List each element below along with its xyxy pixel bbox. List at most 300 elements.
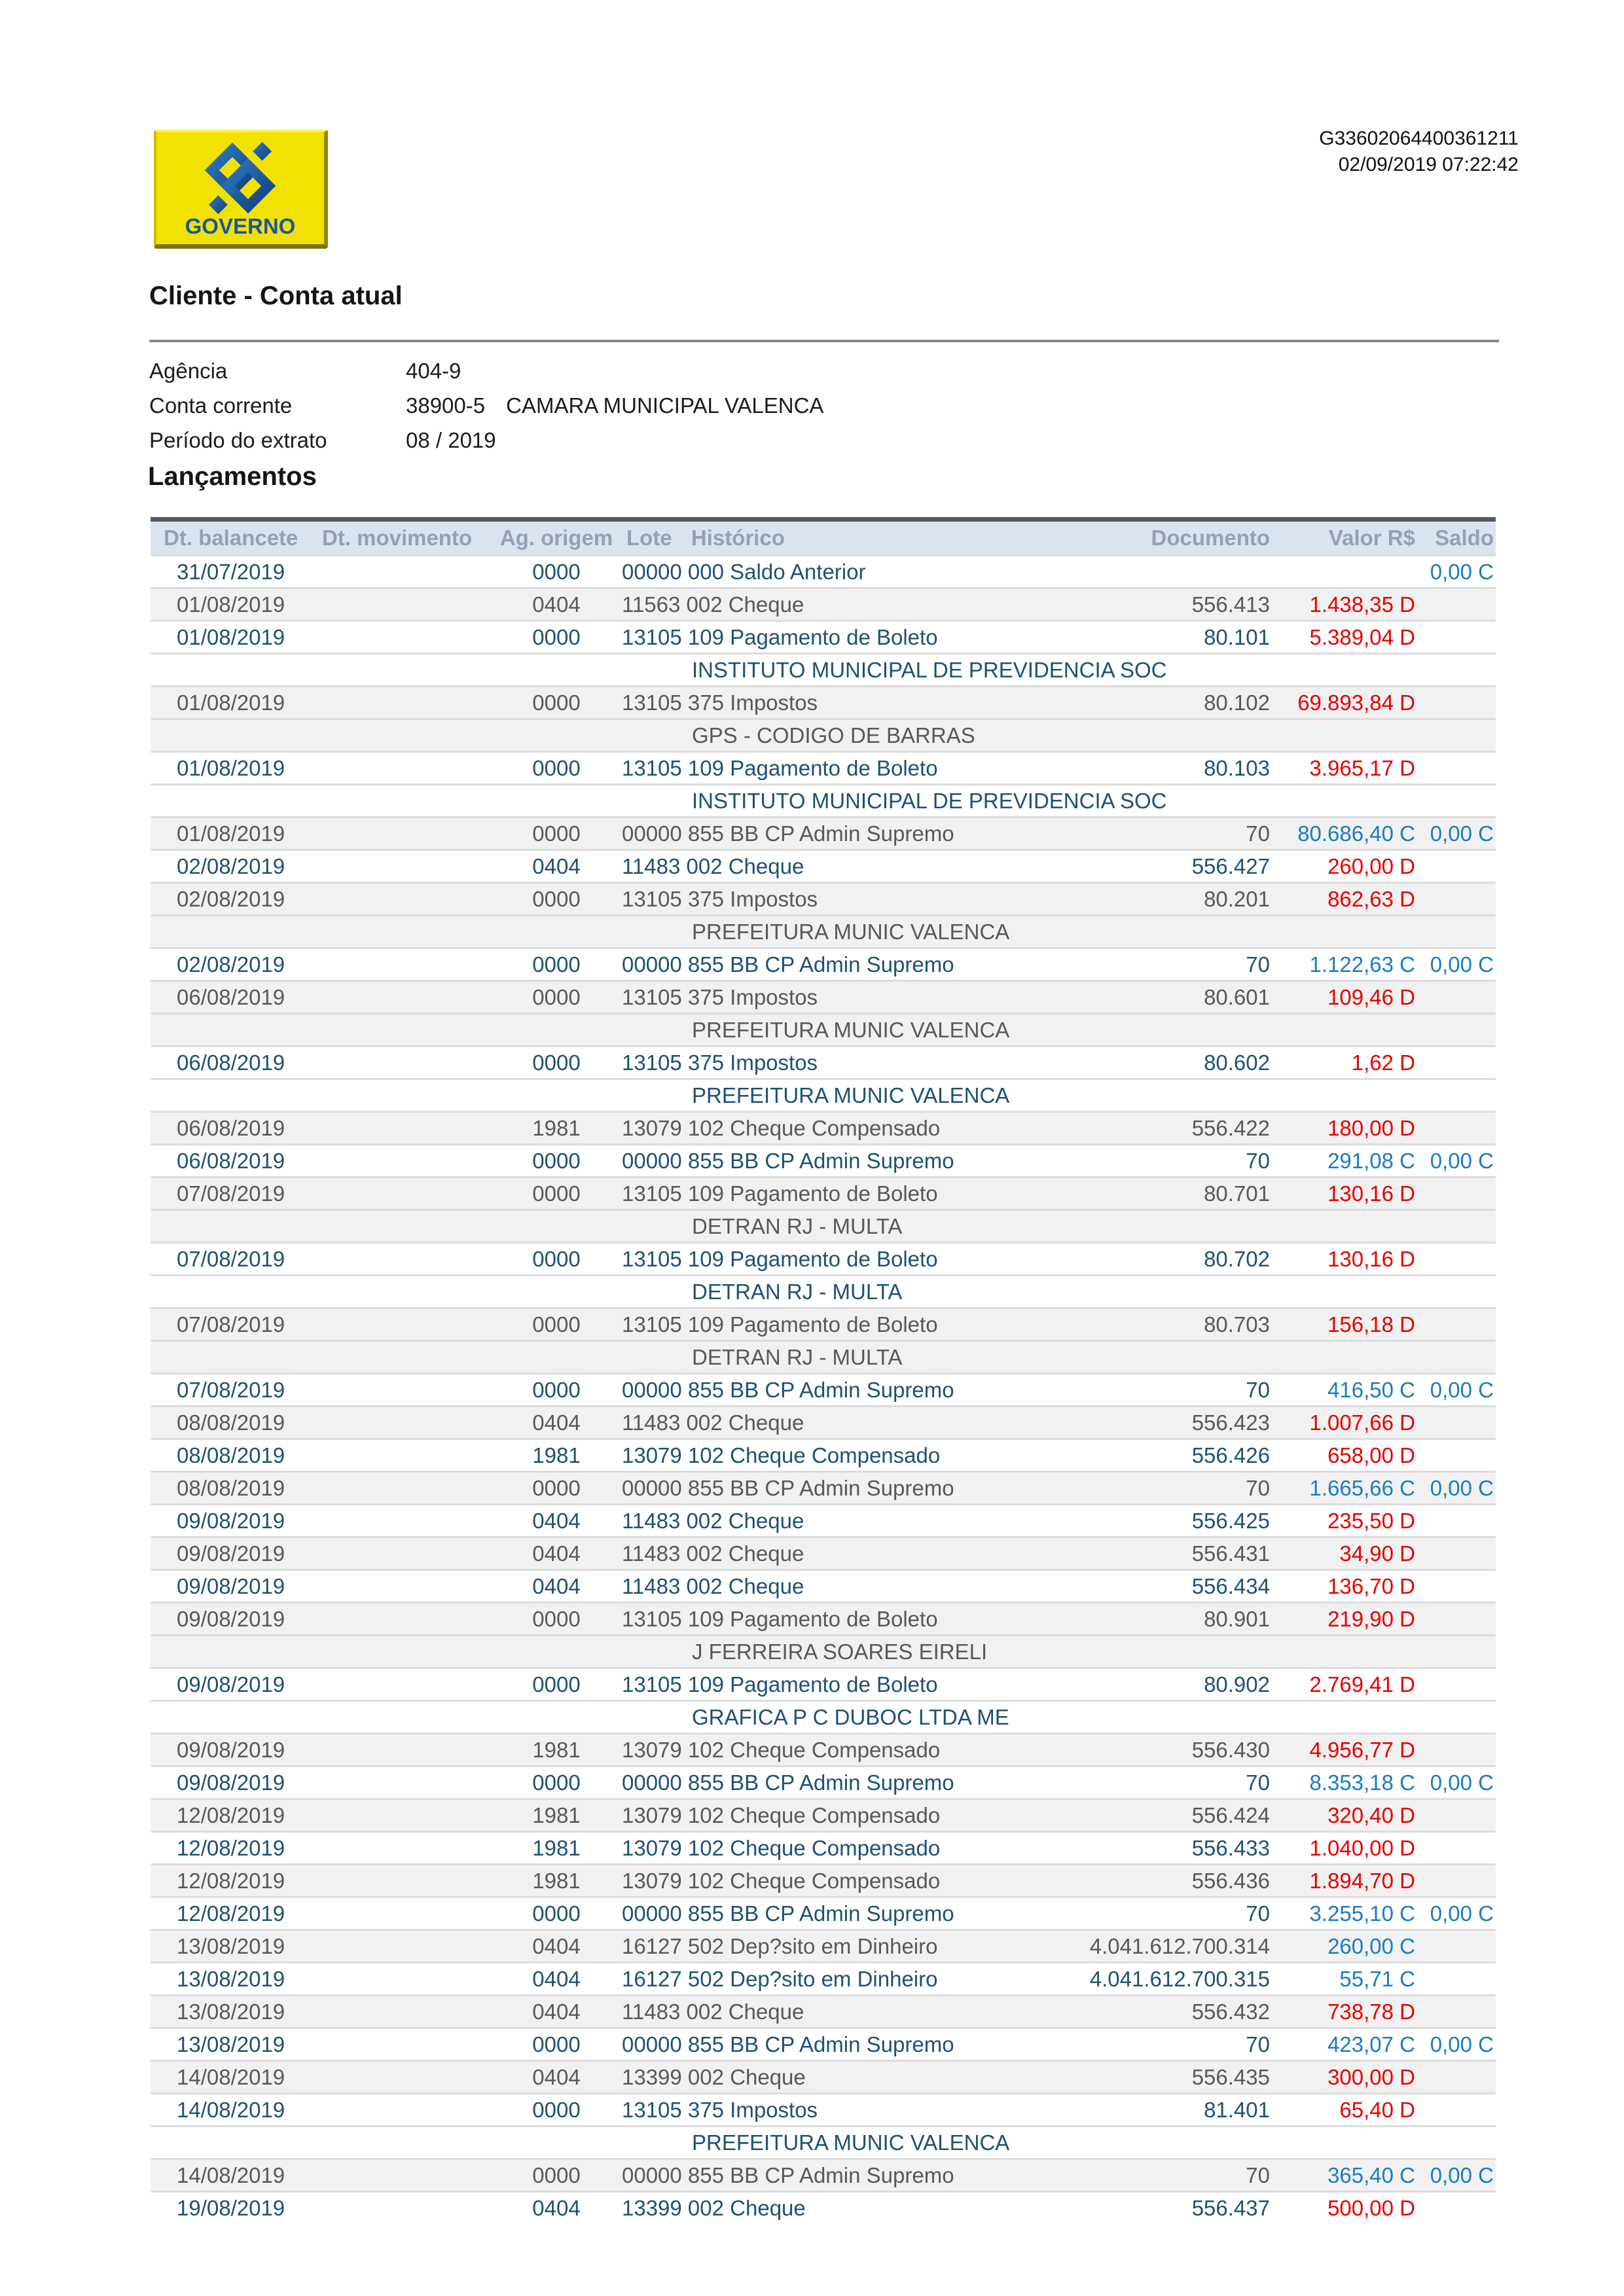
cell-dt-movimento [314,1244,491,1274]
valor-amount: 80.686,40 C [1297,821,1415,846]
cell-valor [1273,884,1417,914]
col-header-dt-movimento: Dt. movimento [322,526,473,550]
cell-lote-historico: 13399 002 Cheque [622,2196,806,2220]
cell-valor [1273,2062,1417,2092]
historico-detail: INSTITUTO MUNICIPAL DE PREVIDENCIA SOC [692,789,1167,813]
table-row [151,1994,1496,2027]
cell-dt-balancete: 13/08/2019 [177,1967,285,1991]
cell-valor [1273,622,1417,653]
cell-valor [1273,1473,1417,1503]
cell-valor [1273,1178,1417,1209]
saldo-amount: 0,00 C [1430,1149,1494,1173]
cell-dt-movimento [314,1113,491,1143]
cell-dt-movimento [314,1047,491,1078]
col-header-ag-origem: Ag. origem [499,526,613,550]
cell-documento: 556.413 [1191,592,1270,617]
cell-lote-historico: 13105 375 Impostos [622,2098,818,2122]
cell-dt-balancete: 31/07/2019 [177,560,285,584]
col-header-lote: Lote [626,526,672,550]
cell-dt-balancete: 02/08/2019 [177,854,285,878]
cell-dt-movimento [314,851,491,882]
cell-documento: 80.702 [1204,1247,1270,1271]
cell-documento: 70 [1246,1476,1270,1500]
cell-valor [1273,1244,1417,1274]
table-detail-row [151,1634,1496,1667]
cell-ag-origem: 1981 [532,1443,581,1467]
cell-dt-balancete: 01/08/2019 [177,691,285,715]
agencia-value: 404-9 [406,359,461,383]
account-row-periodo [149,423,823,457]
cell-saldo [1417,1374,1496,1405]
cell-dt-balancete: 19/08/2019 [177,2196,285,2220]
cell-dt-movimento [314,589,491,620]
valor-amount: 130,16 D [1327,1247,1415,1271]
cell-dt-balancete: 13/08/2019 [177,1934,285,1958]
cell-dt-movimento [314,1538,491,1569]
cell-lote-historico: 11483 002 Cheque [622,1574,804,1598]
table-row [151,1929,1496,1962]
cell-lote-historico: 00000 855 BB CP Admin Supremo [622,2163,954,2187]
saldo-amount: 0,00 C [1430,1378,1494,1402]
cell-dt-balancete: 06/08/2019 [177,1116,285,1140]
cell-ag-origem: 0404 [532,1967,581,1991]
cell-lote-historico: 11483 002 Cheque [622,1541,804,1566]
cell-lote-historico: 13105 109 Pagamento de Boleto [622,625,938,649]
cell-ag-origem: 1981 [532,1738,581,1762]
lancamentos-table [151,517,1496,2223]
cell-dt-balancete: 13/08/2019 [177,2032,285,2056]
cell-lote-historico: 13105 109 Pagamento de Boleto [622,1247,938,1271]
cell-saldo [1417,1309,1496,1340]
table-row [151,1536,1496,1569]
col-header-lote-historico [622,522,1077,554]
cell-documento: 80.902 [1204,1672,1270,1696]
table-header-row [151,522,1496,554]
table-row [151,1471,1496,1503]
cell-dt-balancete: 07/08/2019 [177,1247,285,1271]
cell-lote-historico: 13079 102 Cheque Compensado [622,1836,941,1860]
cell-valor [1273,1440,1417,1471]
valor-amount: 320,40 D [1327,1803,1415,1827]
valor-amount: 69.893,84 D [1297,691,1415,715]
cell-documento: 80.901 [1204,1607,1270,1631]
periodo-label: Período do extrato [149,428,327,452]
cell-dt-movimento [314,1669,491,1700]
cell-documento: 556.434 [1191,1574,1270,1598]
table-row [151,2060,1496,2092]
cell-saldo [1417,753,1496,783]
cell-dt-balancete: 09/08/2019 [177,1574,285,1598]
cell-valor [1273,1833,1417,1863]
cell-documento: 80.601 [1204,985,1270,1009]
historico-detail: PREFEITURA MUNIC VALENCA [692,2130,1010,2155]
cell-valor [1273,1309,1417,1340]
table-detail-row [151,783,1496,816]
valor-amount: 291,08 C [1327,1149,1415,1173]
cell-ag-origem: 0000 [532,952,581,977]
cell-valor [1273,1931,1417,1962]
cell-dt-balancete: 07/08/2019 [177,1181,285,1206]
cell-documento: 80.103 [1204,756,1270,780]
cell-ag-origem: 0000 [532,625,581,649]
cell-dt-balancete: 09/08/2019 [177,1738,285,1762]
cell-documento: 556.436 [1191,1869,1270,1893]
document-timestamp: 02/09/2019 07:22:42 [1338,154,1519,175]
cell-saldo [1417,1767,1496,1798]
page-title: Cliente - Conta atual [149,281,403,310]
table-row [151,751,1496,783]
cell-dt-balancete: 01/08/2019 [177,625,285,649]
cell-dt-balancete: 01/08/2019 [177,756,285,780]
cell-dt-movimento [314,1833,491,1863]
cell-lote-historico: 00000 000 Saldo Anterior [622,560,866,584]
agencia-label: Agência [149,359,228,383]
cell-ag-origem: 0000 [532,985,581,1009]
valor-amount: 1.665,66 C [1309,1476,1415,1500]
cell-saldo [1417,884,1496,914]
cell-ag-origem: 0404 [532,1934,581,1958]
historico-detail: DETRAN RJ - MULTA [692,1345,903,1369]
cell-ag-origem: 0000 [532,1770,581,1795]
cell-saldo [1417,1898,1496,1929]
cell-lote-historico: 11483 002 Cheque [622,2000,804,2024]
cell-ag-origem: 1981 [532,1803,581,1827]
cell-dt-balancete: 09/08/2019 [177,1672,285,1696]
table-row [151,849,1496,882]
cell-dt-movimento [314,1931,491,1962]
historico-detail: DETRAN RJ - MULTA [692,1280,903,1304]
cell-saldo [1417,1440,1496,1471]
cell-documento: 81.401 [1204,2098,1270,2122]
cell-lote-historico: 13079 102 Cheque Compensado [622,1116,941,1140]
valor-amount: 738,78 D [1327,2000,1415,2024]
cell-dt-balancete: 02/08/2019 [177,952,285,977]
col-header-valor: Valor R$ [1328,526,1415,550]
cell-valor [1273,1898,1417,1929]
cell-documento: 70 [1246,1378,1270,1402]
periodo-value: 08 / 2019 [406,428,496,452]
table-detail-row [151,914,1496,947]
cell-documento: 70 [1246,1149,1270,1173]
table-row [151,554,1496,587]
cell-ag-origem: 0000 [532,1050,581,1075]
lancamentos-title: Lançamentos [148,462,317,491]
table-row [151,947,1496,980]
table-row [151,1438,1496,1471]
cell-dt-balancete: 12/08/2019 [177,1901,285,1926]
cell-dt-movimento [314,1964,491,1994]
saldo-amount: 0,00 C [1430,1476,1494,1500]
table-row [151,587,1496,620]
cell-valor [1273,982,1417,1013]
cell-lote-historico: 00000 855 BB CP Admin Supremo [622,1901,954,1926]
cell-valor [1273,2029,1417,2060]
cell-dt-balancete: 09/08/2019 [177,1607,285,1631]
cell-saldo [1417,851,1496,882]
table-row [151,1667,1496,1700]
cell-valor [1273,1571,1417,1602]
cell-documento: 80.602 [1204,1050,1270,1075]
cell-dt-balancete: 06/08/2019 [177,1050,285,1075]
cell-dt-movimento [314,1898,491,1929]
cell-valor [1273,1669,1417,1700]
table-row [151,1602,1496,1634]
cell-dt-movimento [314,1996,491,2027]
table-row [151,1176,1496,1209]
cell-documento: 556.430 [1191,1738,1270,1762]
cell-valor [1273,818,1417,849]
table-row [151,2191,1496,2223]
valor-amount: 235,50 D [1327,1509,1415,1533]
cell-saldo [1417,1473,1496,1503]
cell-documento: 80.102 [1204,691,1270,715]
valor-amount: 65,40 D [1339,2098,1415,2122]
cell-valor [1273,1996,1417,2027]
cell-lote-historico: 13079 102 Cheque Compensado [622,1443,941,1467]
cell-dt-balancete: 08/08/2019 [177,1410,285,1435]
historico-detail: GRAFICA P C DUBOC LTDA ME [692,1705,1009,1729]
cell-saldo [1417,1538,1496,1569]
cell-documento: 70 [1246,821,1270,846]
valor-amount: 416,50 C [1327,1378,1415,1402]
cell-documento: 556.427 [1191,854,1270,878]
cell-ag-origem: 0404 [532,592,581,617]
cell-valor [1273,2160,1417,2191]
cell-ag-origem: 0000 [532,1607,581,1631]
cell-ag-origem: 0404 [532,2065,581,2089]
cell-lote-historico: 00000 855 BB CP Admin Supremo [622,2032,954,2056]
cell-ag-origem: 0404 [532,1574,581,1598]
historico-detail: PREFEITURA MUNIC VALENCA [692,1018,1010,1042]
cell-valor [1273,1767,1417,1798]
cell-dt-balancete: 12/08/2019 [177,1869,285,1893]
valor-amount: 130,16 D [1327,1181,1415,1206]
cell-valor [1273,851,1417,882]
cell-valor [1273,1734,1417,1765]
table-row [151,1962,1496,1994]
cell-saldo [1417,1178,1496,1209]
table-row [151,1896,1496,1929]
cell-valor [1273,1538,1417,1569]
cell-dt-balancete: 06/08/2019 [177,1149,285,1173]
document-meta [1319,126,1519,178]
cell-dt-movimento [314,1473,491,1503]
valor-amount: 219,90 D [1327,1607,1415,1631]
title-divider [149,340,1499,342]
saldo-amount: 0,00 C [1430,952,1494,977]
cell-saldo [1417,1996,1496,2027]
col-header-documento: Documento [1151,526,1270,550]
cell-ag-origem: 0000 [532,2163,581,2187]
table-detail-row [151,1078,1496,1111]
cell-dt-balancete: 02/08/2019 [177,887,285,911]
cell-dt-movimento [314,1767,491,1798]
cell-saldo [1417,1833,1496,1863]
table-row [151,882,1496,914]
cell-saldo [1417,1669,1496,1700]
cell-ag-origem: 0404 [532,854,581,878]
table-detail-row [151,1340,1496,1372]
cell-valor [1273,1604,1417,1634]
table-row [151,685,1496,718]
valor-amount: 3.255,10 C [1309,1901,1415,1926]
conta-label: Conta corrente [149,393,293,418]
cell-lote-historico: 13105 109 Pagamento de Boleto [622,1181,938,1206]
cell-saldo [1417,1113,1496,1143]
table-detail-row [151,1700,1496,1732]
cell-dt-balancete: 01/08/2019 [177,821,285,846]
cell-documento [1077,556,1273,587]
cell-lote-historico: 00000 855 BB CP Admin Supremo [622,1378,954,1402]
cell-valor [1273,753,1417,783]
cell-documento: 556.424 [1191,1803,1270,1827]
cell-saldo [1417,2062,1496,2092]
cell-saldo [1417,2193,1496,2223]
historico-detail: PREFEITURA MUNIC VALENCA [692,920,1010,944]
cell-saldo [1417,622,1496,653]
historico-detail: GPS - CODIGO DE BARRAS [692,723,975,747]
saldo-amount: 0,00 C [1430,1901,1494,1926]
cell-dt-balancete: 09/08/2019 [177,1541,285,1566]
table-detail-row [151,718,1496,751]
valor-amount: 1.438,35 D [1309,592,1415,617]
cell-saldo [1417,1244,1496,1274]
cell-saldo [1417,556,1496,587]
table-detail-row [151,1209,1496,1242]
table-detail-row [151,653,1496,685]
valor-amount: 34,90 D [1339,1541,1415,1566]
cell-lote-historico: 13079 102 Cheque Compensado [622,1869,941,1893]
cell-lote-historico: 00000 855 BB CP Admin Supremo [622,952,954,977]
cell-lote-historico: 13399 002 Cheque [622,2065,806,2089]
cell-documento: 556.425 [1191,1509,1270,1533]
cell-lote-historico: 13105 375 Impostos [622,887,818,911]
cell-dt-balancete: 09/08/2019 [177,1770,285,1795]
cell-dt-movimento [314,1407,491,1438]
cell-lote-historico: 00000 855 BB CP Admin Supremo [622,1149,954,1173]
banco-do-brasil-logo [154,130,328,249]
table-row [151,1765,1496,1798]
cell-valor [1273,949,1417,980]
valor-amount: 260,00 D [1327,854,1415,878]
saldo-amount: 0,00 C [1430,560,1494,584]
cell-lote-historico: 13105 375 Impostos [622,985,818,1009]
cell-ag-origem: 1981 [532,1836,581,1860]
valor-amount: 3.965,17 D [1309,756,1415,780]
cell-documento: 70 [1246,952,1270,977]
cell-saldo [1417,589,1496,620]
cell-dt-balancete: 12/08/2019 [177,1803,285,1827]
col-header-historico: Histórico [691,526,785,550]
cell-valor [1273,687,1417,718]
table-row [151,620,1496,653]
cell-dt-balancete: 08/08/2019 [177,1443,285,1467]
cell-documento: 80.101 [1204,625,1270,649]
cell-documento: 4.041.612.700.315 [1089,1967,1270,1991]
cell-saldo [1417,982,1496,1013]
cell-saldo [1417,1604,1496,1634]
table-row [151,2027,1496,2060]
cell-ag-origem: 0404 [532,1509,581,1533]
cell-lote-historico: 13105 375 Impostos [622,691,818,715]
cell-dt-movimento [314,1800,491,1831]
cell-dt-movimento [314,982,491,1013]
saldo-amount: 0,00 C [1430,1770,1494,1795]
table-row [151,1372,1496,1405]
cell-valor [1273,1047,1417,1078]
cell-dt-movimento [314,1505,491,1536]
cell-valor [1273,2094,1417,2125]
valor-amount: 8.353,18 C [1309,1770,1415,1795]
valor-amount: 55,71 C [1339,1967,1415,1991]
valor-amount: 5.389,04 D [1309,625,1415,649]
historico-detail: DETRAN RJ - MULTA [692,1214,903,1238]
valor-amount: 1.122,63 C [1309,952,1415,977]
cell-dt-balancete: 08/08/2019 [177,1476,285,1500]
cell-dt-movimento [314,1734,491,1765]
cell-saldo [1417,949,1496,980]
cell-saldo [1417,2160,1496,2191]
cell-ag-origem: 0000 [532,2032,581,2056]
cell-saldo [1417,1734,1496,1765]
cell-saldo [1417,2029,1496,2060]
cell-saldo [1417,1865,1496,1896]
cell-valor [1273,556,1417,587]
cell-saldo [1417,1145,1496,1176]
col-header-saldo: Saldo [1435,526,1494,550]
cell-ag-origem: 0000 [532,2098,581,2122]
cell-dt-balancete: 12/08/2019 [177,1836,285,1860]
cell-documento: 556.423 [1191,1410,1270,1435]
cell-dt-balancete: 14/08/2019 [177,2163,285,2187]
cell-lote-historico: 11483 002 Cheque [622,854,804,878]
table-detail-row [151,2125,1496,2158]
saldo-amount: 0,00 C [1430,2032,1494,2056]
table-row [151,1798,1496,1831]
cell-lote-historico: 00000 855 BB CP Admin Supremo [622,1770,954,1795]
cell-saldo [1417,1047,1496,1078]
document-id: G33602064400361211 [1319,128,1519,149]
cell-ag-origem: 0000 [532,1312,581,1336]
cell-ag-origem: 1981 [532,1116,581,1140]
cell-valor [1273,1374,1417,1405]
cell-valor [1273,1800,1417,1831]
cell-dt-movimento [314,753,491,783]
valor-amount: 156,18 D [1327,1312,1415,1336]
cell-ag-origem: 0000 [532,1181,581,1206]
cell-valor [1273,1113,1417,1143]
cell-lote-historico: 00000 855 BB CP Admin Supremo [622,1476,954,1500]
table-row [151,1503,1496,1536]
valor-amount: 1.007,66 D [1309,1410,1415,1435]
cell-ag-origem: 0000 [532,1476,581,1500]
cell-saldo [1417,1407,1496,1438]
cell-documento: 556.426 [1191,1443,1270,1467]
cell-lote-historico: 13105 109 Pagamento de Boleto [622,756,938,780]
cell-lote-historico: 16127 502 Dep?sito em Dinheiro [622,1967,938,1991]
cell-dt-balancete: 07/08/2019 [177,1378,285,1402]
historico-detail: INSTITUTO MUNICIPAL DE PREVIDENCIA SOC [692,658,1167,682]
cell-documento: 556.422 [1191,1116,1270,1140]
valor-amount: 423,07 C [1327,2032,1415,2056]
cell-saldo [1417,1964,1496,1994]
cell-lote-historico: 13079 102 Cheque Compensado [622,1738,941,1762]
table-row [151,1732,1496,1765]
cell-dt-movimento [314,687,491,718]
cell-dt-movimento [314,884,491,914]
logo-governo-label: GOVERNO [185,214,296,238]
cell-documento: 556.437 [1191,2196,1270,2220]
